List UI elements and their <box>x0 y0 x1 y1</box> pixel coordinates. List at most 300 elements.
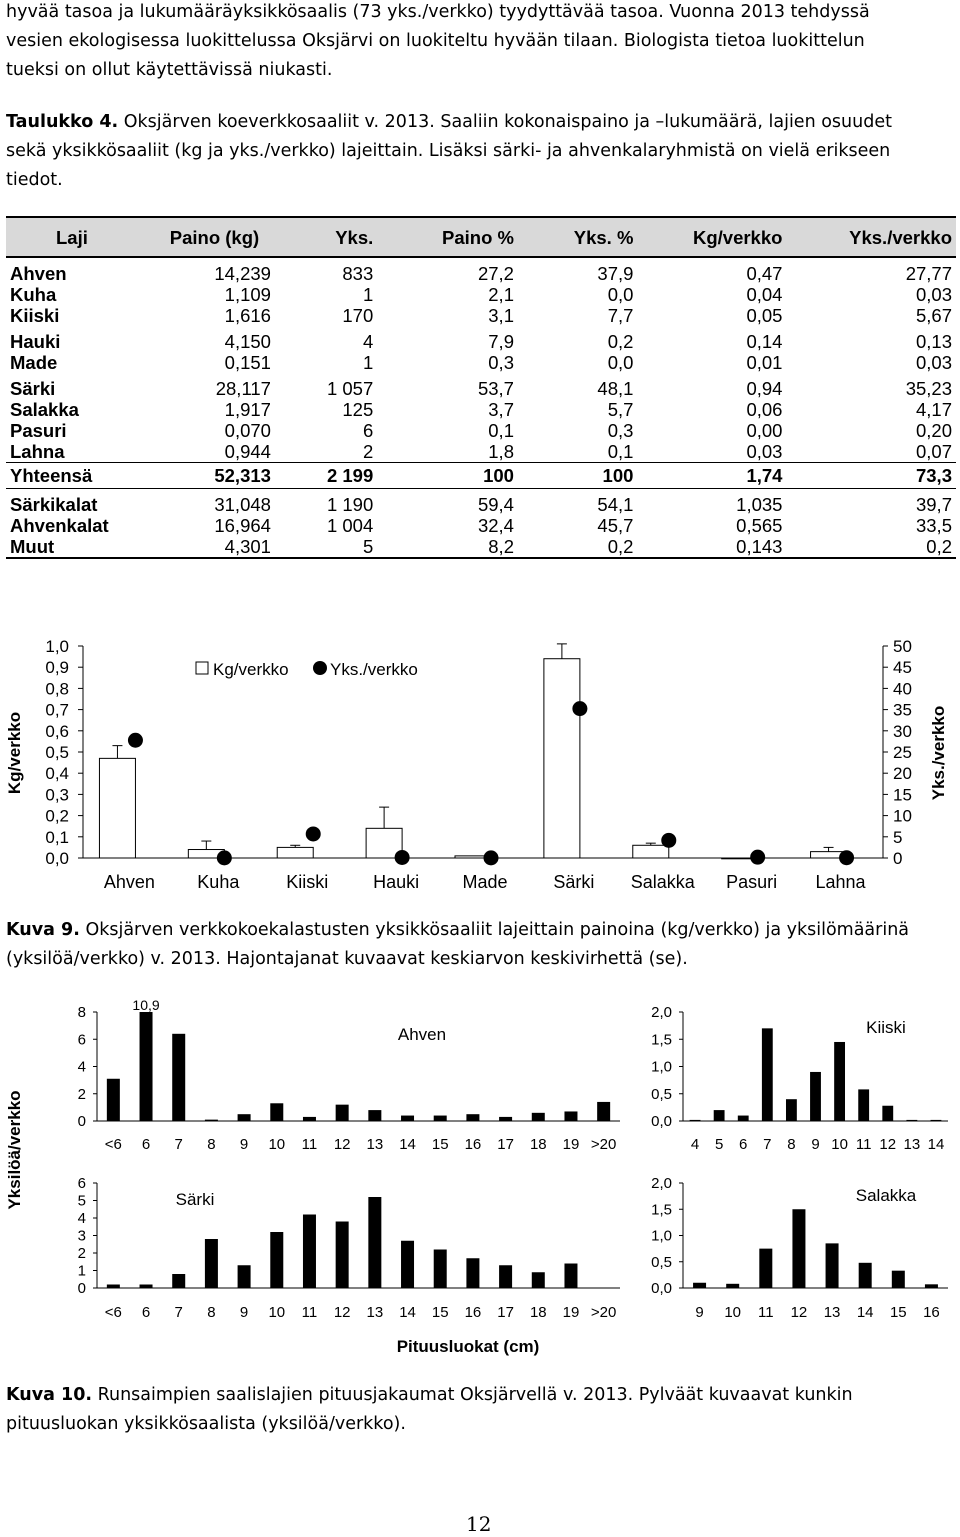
cell: Ahven <box>10 263 67 284</box>
cell: 3,1 <box>488 305 514 326</box>
x-tick-label: 14 <box>927 1136 945 1153</box>
cell: 54,1 <box>597 494 634 515</box>
bar <box>140 1285 153 1289</box>
cell: 833 <box>342 263 374 284</box>
bar-kg <box>99 758 135 858</box>
x-tick-label: 4 <box>690 1136 700 1153</box>
bar <box>690 1120 701 1122</box>
cell: 14,239 <box>214 263 271 284</box>
bar-value-label: 10,9 <box>132 997 160 1013</box>
cell: 0,0 <box>607 284 634 305</box>
y-tick-label: 8 <box>77 1004 86 1021</box>
cell: 0,13 <box>915 331 952 352</box>
bar <box>834 1042 845 1121</box>
bar <box>499 1117 512 1121</box>
cell: Kiiski <box>10 305 60 326</box>
cell: Yhteensä <box>6 463 140 489</box>
cell: 2,1 <box>488 284 514 305</box>
x-tick-label: Kuha <box>197 872 240 892</box>
x-tick-label: >20 <box>590 1136 617 1153</box>
y-tick-label-right: 30 <box>893 721 912 741</box>
bar-kg <box>544 659 580 858</box>
cell: 37,9 <box>597 263 634 284</box>
y-tick-label: 1,0 <box>651 1227 672 1245</box>
x-tick-label: Ahven <box>103 872 155 892</box>
col-header: Kg/verkko <box>637 217 786 257</box>
table4 <box>6 216 956 559</box>
cell: 0,94 <box>746 378 783 399</box>
x-tick-label: 12 <box>333 1304 351 1321</box>
x-tick-label: 13 <box>366 1304 384 1321</box>
x-tick-label: 14 <box>856 1304 874 1321</box>
bar <box>466 1258 479 1288</box>
x-tick-label: 17 <box>497 1304 514 1321</box>
cell: 0,1 <box>488 420 514 441</box>
x-tick-label: Kiiski <box>286 872 329 892</box>
bar <box>762 1028 773 1121</box>
cell: 0,14 <box>746 331 783 352</box>
cell: 1 004 <box>326 515 374 536</box>
y-tick-label: 0,0 <box>651 1113 672 1130</box>
cell: 59,4 <box>477 494 514 515</box>
y-axis-title-left: Kg/verkko <box>5 711 24 795</box>
x-tick-label: Hauki <box>373 872 420 892</box>
cell: 1 <box>362 284 374 305</box>
cell: 0,05 <box>746 305 783 326</box>
cell: 0,1 <box>607 441 634 462</box>
y-tick-label-right: 45 <box>893 658 912 678</box>
bar <box>693 1283 706 1288</box>
col-header: Yks./verkko <box>786 217 956 257</box>
y-tick-label-left: 0,1 <box>45 827 69 847</box>
table-header-row <box>6 217 956 257</box>
table-row <box>6 378 956 399</box>
x-tick-label: Pasuri <box>726 872 778 892</box>
table4-caption-text: sekä yksikkösaaliit (kg ja yks./verkko) lajeittain. Lisäksi särki- ja ahvenkalaryhmistä on vielä erikseen <box>6 141 891 161</box>
y-tick-label-left: 0,2 <box>45 806 69 826</box>
cell: Lahna <box>10 441 65 462</box>
cell: 1,74 <box>637 463 786 489</box>
cell: 6 <box>362 420 374 441</box>
bar <box>205 1120 218 1122</box>
cell: 0,070 <box>224 420 271 441</box>
y-tick-label-left: 0,6 <box>45 721 69 741</box>
cell: 100 <box>387 463 534 489</box>
y-tick-label-right: 10 <box>893 806 912 826</box>
table-row <box>6 494 956 515</box>
figure9-caption-label: Kuva 9. <box>6 920 80 940</box>
y-tick-label: 5 <box>77 1192 86 1210</box>
x-tick-label: 9 <box>811 1136 820 1153</box>
y-tick-label: 2,0 <box>651 1175 672 1192</box>
bar <box>882 1106 893 1121</box>
y-tick-label-left: 0,8 <box>45 679 69 699</box>
cell: Muut <box>6 536 140 558</box>
cell: 0,01 <box>746 352 783 373</box>
x-tick-label: 7 <box>174 1136 183 1153</box>
col-header: Laji <box>6 217 140 257</box>
x-axis-title: Pituusluokat (cm) <box>396 1337 540 1356</box>
x-tick-label: 13 <box>823 1304 841 1321</box>
bar <box>858 1089 869 1121</box>
cell: Särkikalat <box>10 494 98 515</box>
legend-marker-yks <box>313 661 327 675</box>
point-yks <box>484 850 499 865</box>
y-tick-label: 1 <box>77 1262 86 1280</box>
point-yks <box>217 850 232 865</box>
cell: 39,7 <box>915 494 952 515</box>
cell: 0,20 <box>915 420 952 441</box>
point-yks <box>839 850 854 865</box>
bar <box>172 1274 185 1288</box>
x-tick-label: 7 <box>174 1304 183 1321</box>
y-tick-label: 2 <box>77 1245 86 1262</box>
cell: 31,048 <box>214 494 271 515</box>
table4-caption-label: Taulukko 4. <box>6 112 119 132</box>
y-tick-label: 2,0 <box>651 1004 672 1021</box>
table-row <box>6 536 956 558</box>
y-tick-label: 6 <box>77 1175 86 1192</box>
figure9-caption <box>6 916 909 974</box>
bar <box>597 1102 610 1121</box>
cell: 0,565 <box>736 515 783 536</box>
x-tick-label: <6 <box>104 1304 122 1321</box>
bar <box>925 1284 938 1288</box>
x-tick-label: 12 <box>333 1136 351 1153</box>
panel-title: Särki <box>175 1190 215 1209</box>
x-tick-label: Salakka <box>630 872 695 892</box>
x-tick-label: 12 <box>790 1304 808 1321</box>
cell: 7,7 <box>607 305 634 326</box>
cell: 28,117 <box>215 378 271 399</box>
x-tick-label: 11 <box>758 1304 774 1321</box>
point-yks <box>306 826 321 841</box>
y-tick-label-right: 20 <box>893 764 912 784</box>
cell: 53,7 <box>477 378 514 399</box>
cell: 0,2 <box>786 536 956 558</box>
x-tick-label: 16 <box>464 1136 482 1153</box>
x-tick-label: 10 <box>724 1304 742 1321</box>
bar <box>759 1249 772 1288</box>
cell: 0,143 <box>637 536 786 558</box>
bar <box>892 1271 905 1288</box>
panel-title: Ahven <box>397 1025 447 1044</box>
x-tick-label: 18 <box>529 1136 547 1153</box>
bar <box>140 1012 153 1121</box>
cell: Pasuri <box>10 420 67 441</box>
cell: 1 190 <box>326 494 374 515</box>
x-tick-label: 19 <box>562 1136 580 1153</box>
bar <box>810 1072 821 1121</box>
x-tick-label: Särki <box>553 872 595 892</box>
point-yks <box>395 850 410 865</box>
bar <box>270 1103 283 1121</box>
x-tick-label: 11 <box>855 1136 872 1153</box>
bar-kg <box>277 847 313 858</box>
y-tick-label: 6 <box>77 1031 86 1049</box>
figure10-chart <box>0 990 960 1370</box>
bar <box>368 1110 381 1121</box>
x-tick-label: 6 <box>141 1304 151 1321</box>
cell: 1 <box>362 352 374 373</box>
y-tick-label: 0,0 <box>651 1280 672 1297</box>
bar <box>270 1232 283 1288</box>
point-yks <box>661 833 676 848</box>
intro-line: vesien ekologisessa luokittelussa Oksjärvi on luokiteltu hyvään tilaan. Biologista tietoa luokittelun <box>6 31 865 51</box>
cell: 0,03 <box>746 441 783 462</box>
cell: 5,7 <box>607 399 634 420</box>
bar <box>564 1111 577 1121</box>
x-tick-label: 8 <box>787 1136 796 1153</box>
point-yks <box>128 733 143 748</box>
x-tick-label: 8 <box>207 1304 216 1321</box>
x-tick-label: 13 <box>903 1136 921 1153</box>
legend-label-kg: Kg/verkko <box>213 660 289 679</box>
table-row <box>6 284 956 305</box>
panel-title: Salakka <box>855 1186 917 1205</box>
cell: 4,17 <box>915 399 952 420</box>
x-tick-label: 6 <box>141 1136 151 1153</box>
cell: 0,07 <box>915 441 952 462</box>
table4-caption-text: Oksjärven koeverkkosaaliit v. 2013. Saaliin kokonaispaino ja –lukumäärä, lajien osuudet <box>123 112 892 132</box>
panel-title: Kiiski <box>866 1018 906 1037</box>
bar <box>931 1120 942 1122</box>
cell: 27,77 <box>905 263 952 284</box>
x-tick-label: 15 <box>889 1304 907 1321</box>
cell: 0,3 <box>488 352 514 373</box>
x-tick-label: 11 <box>301 1136 318 1153</box>
figure9-caption-text: (yksilöä/verkko) v. 2013. Hajontajanat kuvaavat keskiarvon keskivirhettä (se). <box>6 949 688 969</box>
bar <box>336 1222 349 1289</box>
col-header: Paino (kg) <box>140 217 289 257</box>
bar <box>564 1264 577 1289</box>
cell: 100 <box>534 463 637 489</box>
table-row <box>6 331 956 352</box>
bar-kg <box>633 845 669 858</box>
x-tick-label: 11 <box>301 1304 318 1321</box>
y-tick-label: 0 <box>77 1113 86 1130</box>
cell: 0,06 <box>746 399 783 420</box>
y-tick-label: 1,5 <box>651 1201 672 1219</box>
bar <box>826 1243 839 1288</box>
cell: 0,03 <box>915 284 952 305</box>
cell: 1 057 <box>326 378 374 399</box>
cell: Kuha <box>10 284 57 305</box>
cell: Ahvenkalat <box>10 515 109 536</box>
cell: 1,917 <box>224 399 271 420</box>
y-tick-label-left: 0,9 <box>45 658 69 678</box>
y-tick-label-right: 0 <box>893 849 903 868</box>
table-total-row <box>6 463 956 489</box>
table4-caption <box>6 108 892 195</box>
cell: 35,23 <box>905 378 952 399</box>
x-tick-label: 9 <box>695 1304 704 1321</box>
col-header: Yks. <box>289 217 387 257</box>
cell: 0,151 <box>224 352 271 373</box>
x-tick-label: 6 <box>739 1136 748 1153</box>
table4-caption-text: tiedot. <box>6 170 63 190</box>
figure10-caption-text: pituusluokan yksikkösaalista (yksilöä/verkko). <box>6 1414 406 1434</box>
x-tick-label: 18 <box>529 1304 547 1321</box>
x-tick-label: 15 <box>431 1304 449 1321</box>
y-tick-label: 0,5 <box>651 1085 672 1103</box>
cell: 45,7 <box>597 515 634 536</box>
cell: 0,0 <box>607 352 634 373</box>
x-tick-label: 14 <box>399 1136 416 1153</box>
cell: 1,035 <box>736 494 783 515</box>
x-tick-label: 5 <box>714 1136 724 1153</box>
y-tick-label-right: 5 <box>893 827 903 847</box>
y-tick-label-left: 0,0 <box>45 849 69 868</box>
cell: 125 <box>342 399 374 420</box>
bar <box>205 1239 218 1288</box>
y-tick-label: 4 <box>77 1058 86 1076</box>
x-tick-label: 10 <box>268 1136 286 1153</box>
y-tick-label: 0,5 <box>651 1253 672 1271</box>
cell: Hauki <box>10 331 61 352</box>
y-tick-label: 4 <box>77 1210 86 1227</box>
bar <box>726 1284 739 1288</box>
y-tick-label: 1,5 <box>651 1031 672 1049</box>
bar <box>466 1114 479 1121</box>
cell: 2 199 <box>289 463 387 489</box>
cell: 170 <box>342 305 374 326</box>
bar <box>401 1241 414 1288</box>
bar <box>738 1116 749 1121</box>
bar <box>368 1197 381 1288</box>
y-tick-label: 0 <box>77 1280 86 1297</box>
cell: 1,616 <box>224 305 271 326</box>
x-tick-label: 10 <box>831 1136 848 1153</box>
cell: 5 <box>289 536 387 558</box>
x-tick-label: 16 <box>923 1304 940 1321</box>
cell: 0,04 <box>746 284 783 305</box>
y-tick-label-left: 0,7 <box>45 700 69 720</box>
bar <box>532 1113 545 1121</box>
figure10-caption <box>6 1381 853 1439</box>
bar <box>434 1116 447 1121</box>
y-axis-title-right: Yks./verkko <box>929 705 948 801</box>
cell: 7,9 <box>488 331 514 352</box>
cell: 2 <box>362 441 374 462</box>
bar <box>172 1034 185 1121</box>
cell: 0,2 <box>534 536 637 558</box>
y-tick-label-left: 1,0 <box>45 637 69 656</box>
cell: 4,301 <box>140 536 289 558</box>
bar <box>238 1265 251 1288</box>
x-tick-label: Lahna <box>815 872 866 892</box>
y-tick-label: 2 <box>77 1085 86 1103</box>
x-tick-label: Made <box>462 872 508 892</box>
cell: 3,7 <box>488 399 514 420</box>
col-header: Paino % <box>387 217 534 257</box>
legend-label-yks: Yks./verkko <box>330 660 418 679</box>
x-tick-label: 15 <box>431 1136 449 1153</box>
y-tick-label-right: 50 <box>893 637 912 656</box>
x-tick-label: 17 <box>497 1136 514 1153</box>
cell: 1,8 <box>488 441 514 462</box>
cell: 27,2 <box>477 263 514 284</box>
table-row <box>6 352 956 373</box>
bar <box>906 1120 917 1122</box>
table-row <box>6 420 956 441</box>
cell: 8,2 <box>387 536 534 558</box>
figure9-chart <box>0 625 960 900</box>
cell: 32,4 <box>477 515 514 536</box>
cell: 48,1 <box>597 378 634 399</box>
cell: 73,3 <box>786 463 956 489</box>
bar <box>859 1263 872 1288</box>
y-tick-label-right: 35 <box>893 700 912 720</box>
point-yks <box>572 701 587 716</box>
y-tick-label-left: 0,3 <box>45 785 69 805</box>
cell: Salakka <box>10 399 79 420</box>
cell: 16,964 <box>214 515 271 536</box>
x-tick-label: 14 <box>399 1304 416 1321</box>
bar <box>238 1114 251 1121</box>
x-tick-label: 8 <box>207 1136 216 1153</box>
legend-marker-kg <box>196 662 208 674</box>
y-axis-title: Yksilöä/verkko <box>5 1090 24 1210</box>
table-row <box>6 399 956 420</box>
x-tick-label: 16 <box>464 1304 482 1321</box>
bar <box>792 1209 805 1288</box>
y-tick-label: 3 <box>77 1227 86 1245</box>
cell: Made <box>10 352 58 373</box>
intro-line: hyvää tasoa ja lukumääräyksikkösaalis (73 yks./verkko) tyydyttävää tasoa. Vuonna 2013 tehdyssä <box>6 2 870 22</box>
cell: 0,3 <box>607 420 634 441</box>
bar <box>499 1265 512 1288</box>
figure9-caption-text: Oksjärven verkkokoekalastusten yksikkösaaliit lajeittain painoina (kg/verkko) ja yksilömäärinä <box>85 920 910 940</box>
bar <box>401 1116 414 1121</box>
page-number: 12 <box>466 1512 492 1536</box>
cell: 0,03 <box>915 352 952 373</box>
x-tick-label: 7 <box>763 1136 772 1153</box>
bar <box>107 1079 120 1121</box>
cell: 5,67 <box>915 305 952 326</box>
x-tick-label: 13 <box>366 1136 384 1153</box>
y-tick-label-right: 15 <box>893 785 912 805</box>
cell: 0,00 <box>746 420 783 441</box>
intro-paragraph <box>6 0 870 85</box>
table-row <box>6 263 956 284</box>
table-row <box>6 515 956 536</box>
y-tick-label-right: 25 <box>893 743 912 762</box>
figure10-caption-label: Kuva 10. <box>6 1385 93 1405</box>
bar <box>303 1117 316 1121</box>
y-tick-label-left: 0,4 <box>45 764 69 784</box>
table-row <box>6 305 956 326</box>
x-tick-label: >20 <box>590 1304 617 1321</box>
x-tick-label: 12 <box>879 1136 897 1153</box>
col-header: Yks. % <box>534 217 637 257</box>
cell: 0,944 <box>224 441 271 462</box>
cell: 33,5 <box>915 515 952 536</box>
cell: 0,47 <box>746 263 783 284</box>
bar <box>714 1110 725 1121</box>
bar <box>434 1250 447 1289</box>
intro-line: tueksi on ollut käytettävissä niukasti. <box>6 60 333 80</box>
figure10-caption-text: Runsaimpien saalislajien pituusjakaumat Oksjärvellä v. 2013. Pylväät kuvaavat kunkin <box>97 1385 853 1405</box>
y-tick-label-left: 0,5 <box>45 743 69 762</box>
point-yks <box>750 850 765 865</box>
y-tick-label-right: 40 <box>893 679 912 699</box>
x-tick-label: 9 <box>239 1304 249 1321</box>
bar <box>336 1105 349 1121</box>
x-tick-label: <6 <box>104 1136 122 1153</box>
cell: 52,313 <box>140 463 289 489</box>
x-tick-label: 19 <box>562 1304 580 1321</box>
